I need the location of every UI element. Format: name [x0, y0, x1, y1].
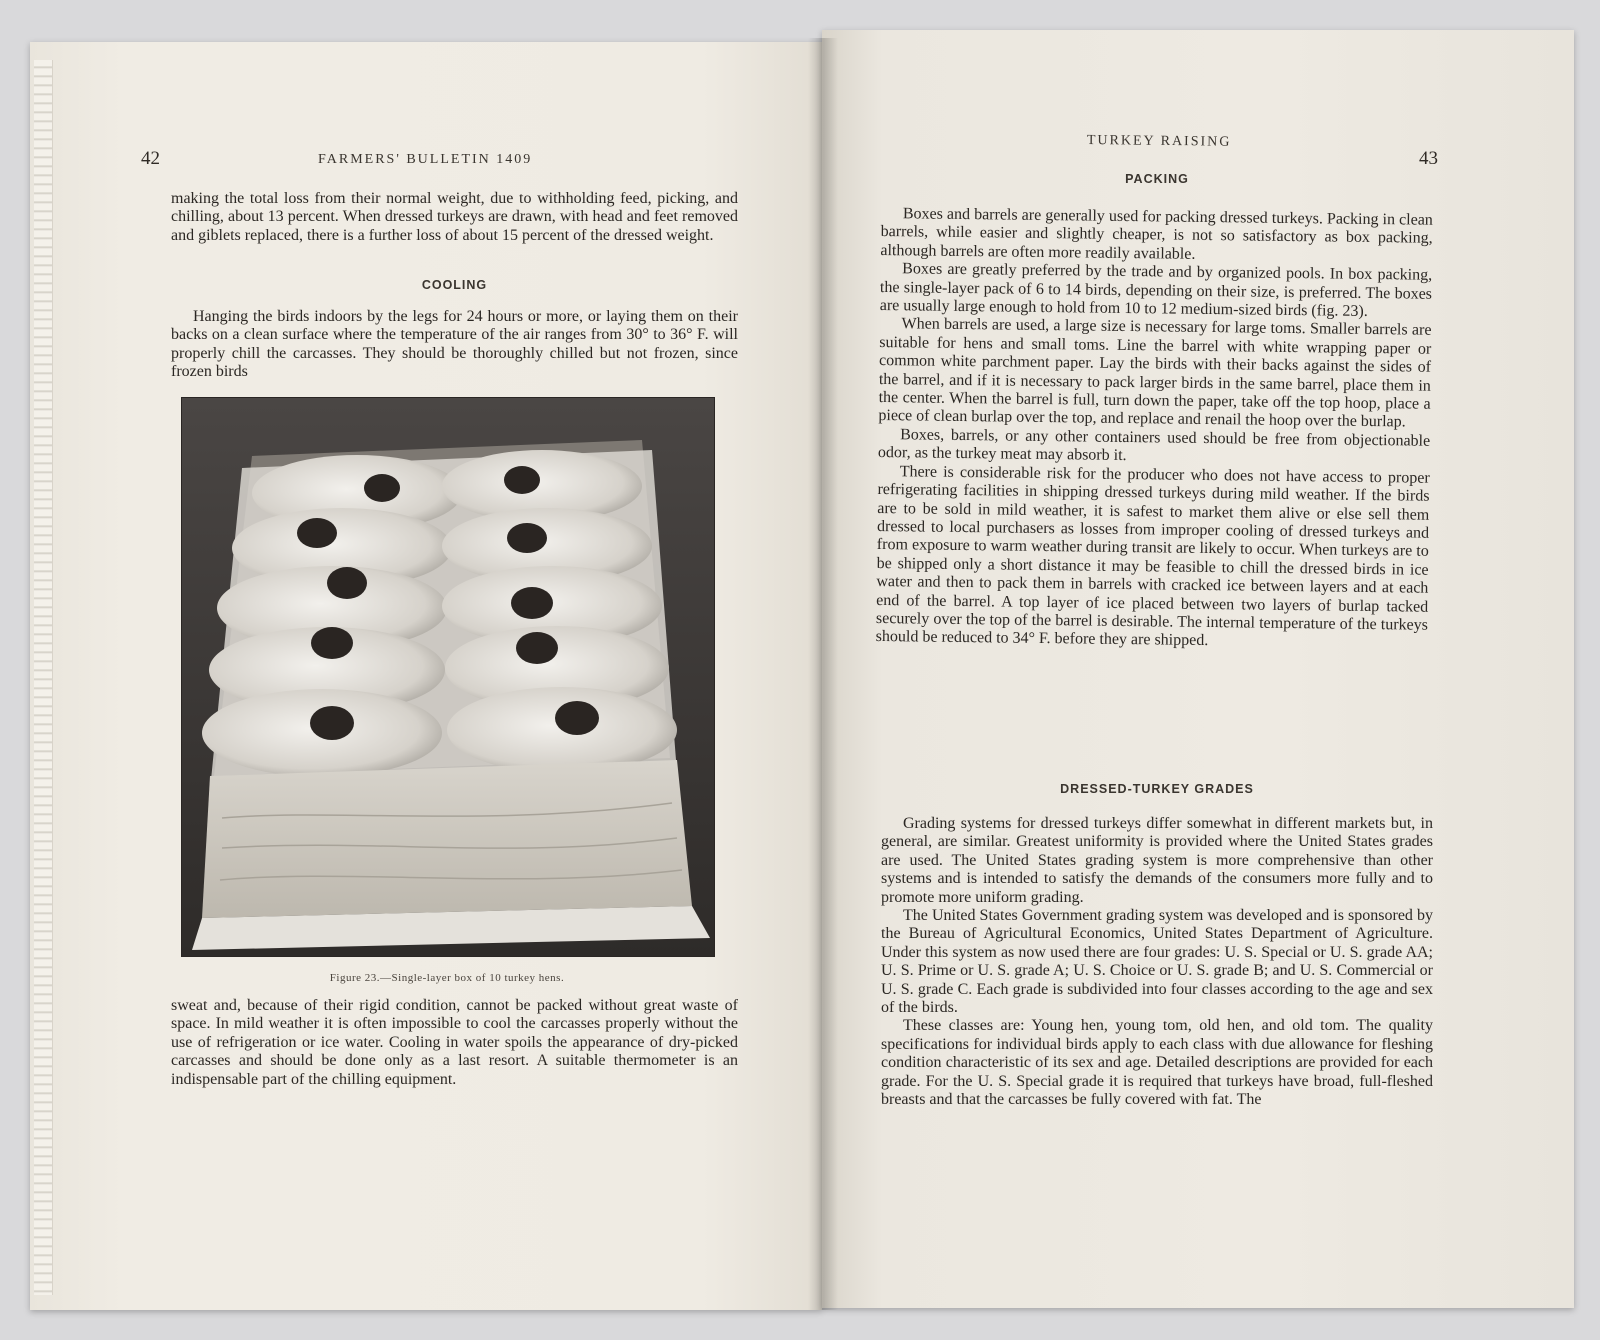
- left-paragraph-top: [171, 190, 738, 245]
- packing-text-block: [876, 205, 1433, 653]
- left-running-head: FARMERS' BULLETIN 1409: [318, 152, 533, 167]
- grades-text-block: [881, 815, 1433, 1110]
- paragraph: Boxes, barrels, or any other containers used should be free from objectionable odor, as the turkey meat may absorb it.: [877, 426, 1431, 465]
- paragraph: When barrels are used, a large size is necessary for large toms. Smaller barrels are suitable for hens and small toms. Line the barrel with white wrapping paper or common white parchment paper. Lay the birds with their backs against the sides of the barrel, and if it is necessary to pack larger birds in the same barrel, place them in the center. When the barrel is full, turn down the paper, take off the top hoop, place a piece of clean burlap over the top, and replace and renail the hoop over the burlap.: [878, 315, 1432, 431]
- figure-caption: Figure 23.—Single-layer box of 10 turkey hens.: [329, 972, 565, 984]
- section-heading-packing: PACKING: [1125, 172, 1189, 186]
- paragraph: These classes are: Young hen, young tom, old hen, and old tom. The quality specifications for individual birds apply to each class with due allowance for fleshing condition characteristic of its sex and age. Detailed descriptions are provided for each grade. For the U. S. Special grade it is required that turkeys have broad, full-fleshed breasts and that the carcasses be fully covered with fat. The: [881, 1017, 1433, 1109]
- paragraph: Hanging the birds indoors by the legs for 24 hours or more, or laying them on their backs on a clean surface where the temperature of the air ranges from 30° to 36° F. will properly chill the carcasses. They should be thoroughly chilled but not frozen, since frozen birds: [171, 308, 738, 381]
- paragraph: sweat and, because of their rigid condition, cannot be packed without great waste of space. In mild weather it is often impossible to cool the carcasses properly without the use of refrigeration or ice water. Cooling in water spoils the appearance of dry-picked carcasses and should be done only as a last resort. A suitable thermometer is an indispensable part of the chilling equipment.: [171, 997, 738, 1088]
- right-running-head: TURKEY RAISING: [1086, 133, 1232, 150]
- left-paragraph-cooling: [171, 308, 738, 382]
- paragraph: Boxes are greatly preferred by the trade and by organized pools. In box packing, the single-layer pack of 6 to 14 birds, depending on their size, is preferred. The boxes are usually large enough to hold from 10 to 12 medium-sized birds (fig. 23).: [879, 260, 1433, 320]
- section-heading-dressed-turkey-grades: DRESSED-TURKEY GRADES: [1060, 782, 1254, 796]
- paragraph: There is considerable risk for the producer who does not have access to proper refrigerating facilities in shipping dressed turkeys during mild weather. If the birds are to be sold in mild weather, it is safest to market them alive or else sell them dressed to local purchasers as losses from improper cooling of dressed turkeys and from exposure to warm weather during transit are likely to occur. When turkeys are to be shipped only a short distance it may be feasible to chill the dressed birds in ice water and then to pack them in barrels with cracked ice between layers and at each end of the barrel. A top layer of ice placed between two layers of burlap tacked securely over the top of the barrel is desirable. The internal temperature of the turkeys should be reduced to 34° F. before they are shipped.: [875, 462, 1430, 650]
- page-gutter: [808, 38, 838, 1310]
- left-page-number: 42: [141, 148, 160, 169]
- paragraph: Boxes and barrels are generally used for packing dressed turkeys. Packing in clean barrels, while easier and slightly cheaper, is not so satisfactory as box packing, although barrels are often more readily available.: [880, 205, 1433, 263]
- paragraph: The United States Government grading system was developed and is sponsored by the Bureau of Agricultural Economics, United States Department of Agriculture. Under this system as now used there are four grades: U. S. Special or U. S. grade AA; U. S. Prime or U. S. grade A; U. S. Choice or U. S. grade B; and U. S. Commercial or U. S. grade C. Each grade is subdivided into four classes according to the age and sex of the birds.: [881, 907, 1433, 1017]
- section-heading-cooling: COOLING: [421, 278, 488, 292]
- paragraph: Grading systems for dressed turkeys differ somewhat in different markets but, in general, are similar. Greatest uniformity is provided where the United States grades are used. The United States grading system is more comprehensive than other systems and is intended to satisfy the demands of the consumers more fully and to promote more uniform grading.: [881, 815, 1433, 906]
- turkey-box-photo-illustration: [182, 398, 714, 956]
- left-paragraph-bottom: [171, 997, 738, 1089]
- turkey-carcasses: [202, 450, 677, 777]
- right-page-number: 43: [1419, 148, 1438, 169]
- paragraph: making the total loss from their normal weight, due to withholding feed, picking, and chilling, about 13 percent. When dressed turkeys are drawn, with head and feet removed and giblets replaced, there is a further loss of about 15 percent of the dressed weight.: [171, 190, 738, 244]
- figure-23-photo: [181, 397, 715, 957]
- spiral-binding: [34, 60, 53, 1295]
